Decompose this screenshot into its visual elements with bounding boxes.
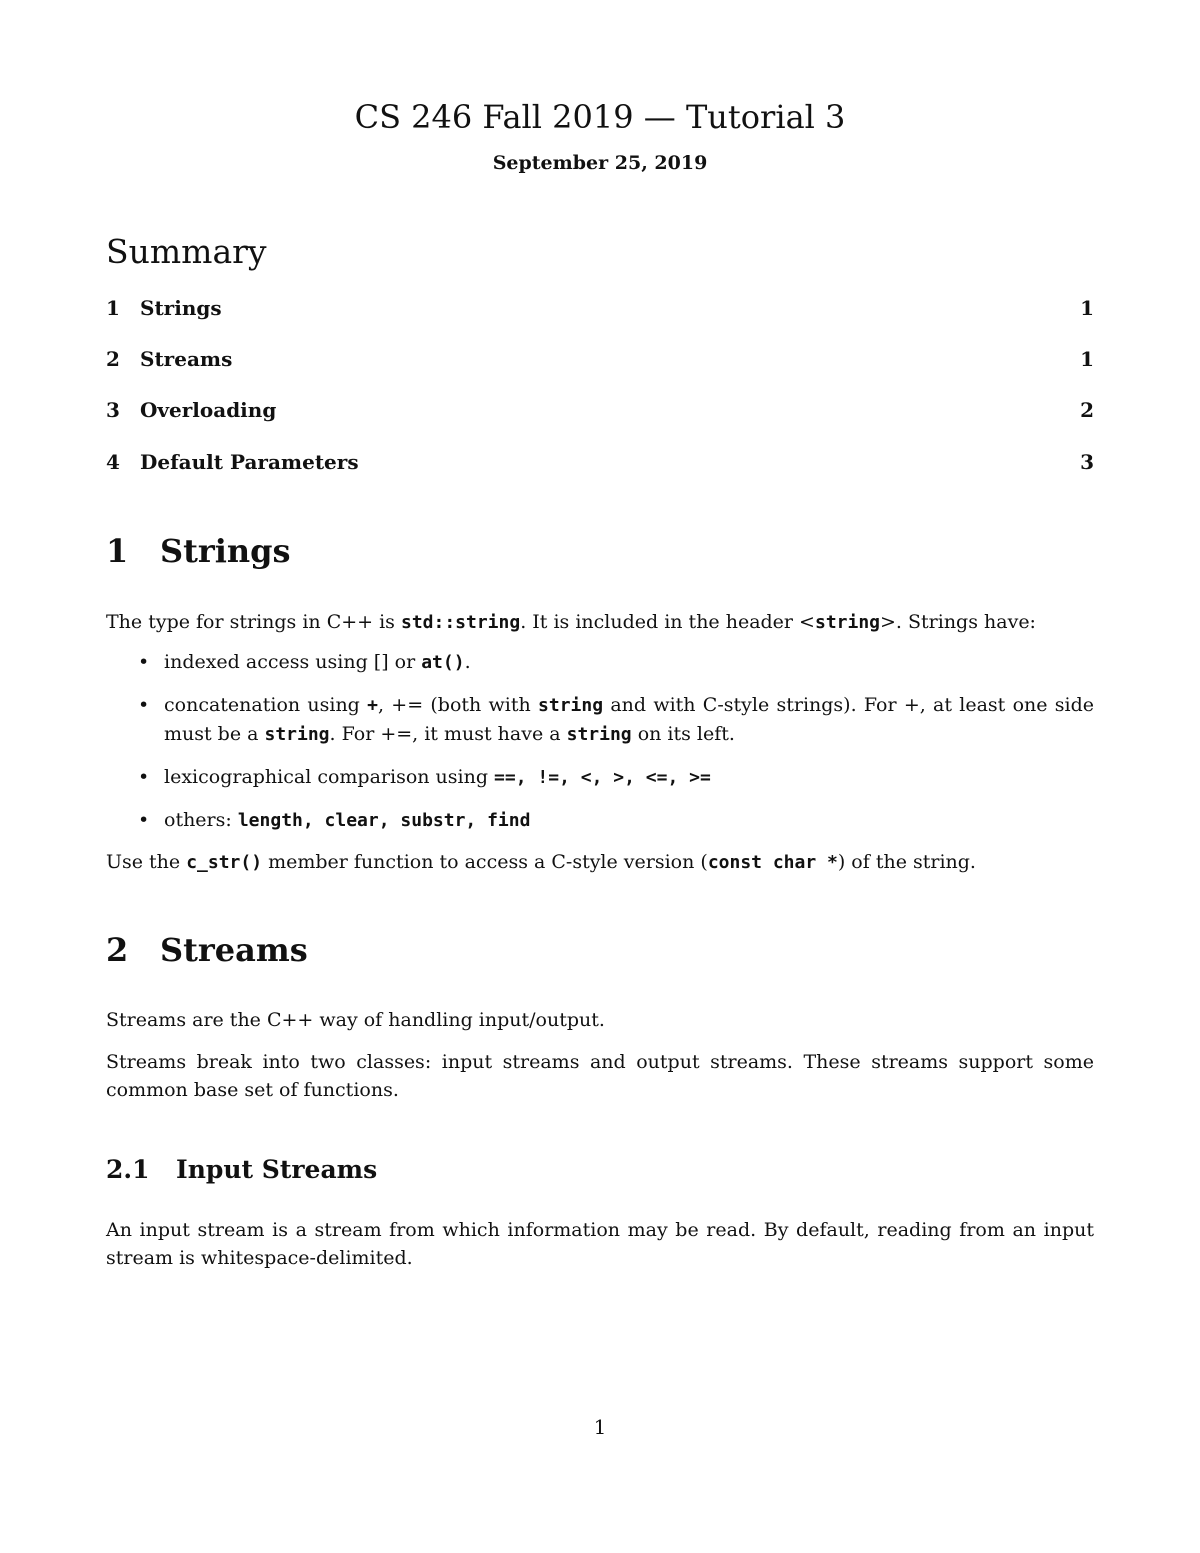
code-span: c_str() bbox=[186, 852, 263, 873]
toc-item[interactable] bbox=[106, 296, 1094, 324]
toc-item-label: Default Parameters bbox=[140, 450, 359, 474]
code-span: std::string bbox=[400, 612, 521, 633]
bullet-list bbox=[106, 648, 1094, 849]
code-span: string bbox=[264, 724, 330, 745]
toc-item[interactable] bbox=[106, 347, 1094, 375]
list-item: • others: length, clear, substr, find bbox=[106, 806, 1094, 835]
toc-item-label: Overloading bbox=[140, 398, 277, 422]
document-date: September 25, 2019 bbox=[492, 152, 708, 174]
page-number: 1 bbox=[593, 1415, 607, 1439]
section-outro-paragraph: Use the c_str() member function to access a C-style version (const char *) of the string. bbox=[106, 851, 976, 873]
section-title: Streams bbox=[160, 931, 308, 969]
subsection-title: Input Streams bbox=[176, 1155, 378, 1184]
toc-item-label: Streams bbox=[140, 347, 233, 371]
paragraph: Streams break into two classes: input streams and output streams. These streams support some common base set of functions. bbox=[106, 1051, 1094, 1101]
toc-item-page: 1 bbox=[1080, 347, 1094, 371]
section-number: 1 bbox=[106, 532, 129, 570]
code-span: + bbox=[367, 695, 378, 716]
toc-item-page: 3 bbox=[1080, 450, 1094, 474]
toc-item-number: 1 bbox=[106, 296, 120, 320]
paragraph: Streams are the C++ way of handling input/output. bbox=[106, 1009, 605, 1031]
bullet-icon: • bbox=[138, 651, 150, 673]
subsection-number: 2.1 bbox=[106, 1155, 150, 1184]
code-span: string bbox=[814, 612, 881, 633]
code-span: at() bbox=[421, 652, 465, 673]
section-title: Strings bbox=[160, 532, 291, 570]
toc-item-number: 2 bbox=[106, 347, 120, 371]
bullet-icon: • bbox=[138, 694, 150, 716]
subsection-heading bbox=[106, 1155, 377, 1184]
section-heading bbox=[106, 532, 291, 570]
toc-item-label: Strings bbox=[140, 296, 222, 320]
toc-item-page: 2 bbox=[1080, 398, 1094, 422]
list-item: • concatenation using +, += (both with string and with C-style strings). For +, at least one side must be a string. For +=, it must have a string on its left. bbox=[106, 691, 1094, 749]
summary-heading: Summary bbox=[106, 232, 267, 271]
toc-item-page: 1 bbox=[1080, 296, 1094, 320]
toc-item-number: 4 bbox=[106, 450, 120, 474]
document-title: CS 246 Fall 2019 — Tutorial 3 bbox=[354, 98, 846, 136]
list-item: • lexicographical comparison using ==, !=, <, >, <=, >= bbox=[106, 763, 1094, 792]
code-span: string bbox=[566, 724, 632, 745]
code-span: ==, !=, <, >, <=, >= bbox=[494, 767, 711, 788]
toc-item[interactable] bbox=[106, 450, 1094, 478]
bullet-icon: • bbox=[138, 766, 150, 788]
list-item: • indexed access using [] or at(). bbox=[106, 648, 1094, 677]
toc-item[interactable] bbox=[106, 398, 1094, 426]
code-span: const char * bbox=[707, 852, 838, 873]
toc-item-number: 3 bbox=[106, 398, 120, 422]
bullet-icon: • bbox=[138, 809, 150, 831]
code-span: length, clear, substr, find bbox=[237, 810, 531, 831]
paragraph: An input stream is a stream from which information may be read. By default, reading from an input stream is whitespace-delimited. bbox=[106, 1219, 1094, 1269]
section-heading bbox=[106, 931, 308, 969]
section-intro-paragraph: The type for strings in C++ is std::string. It is included in the header <string>. Strings have: bbox=[106, 611, 1036, 633]
code-span: string bbox=[538, 695, 604, 716]
section-number: 2 bbox=[106, 931, 129, 969]
